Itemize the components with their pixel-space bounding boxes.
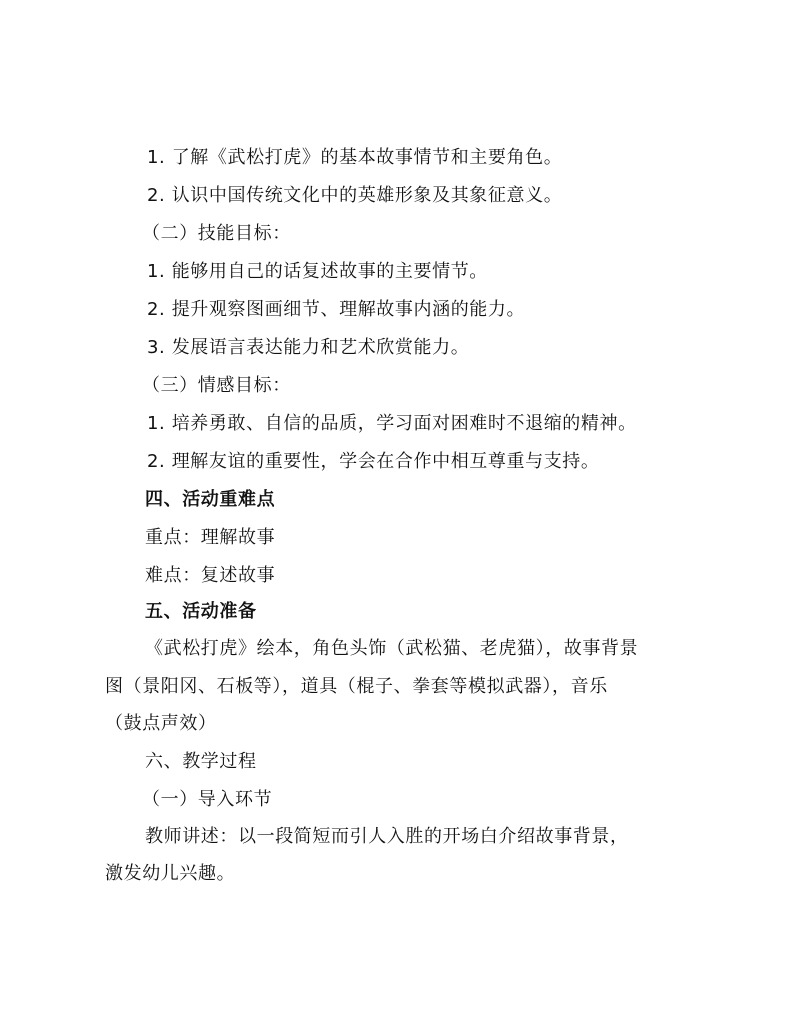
goal-emotion-2: 2. 理解友谊的重要性，学会在合作中相互尊重与支持。 [147, 451, 600, 472]
key-point: 重点：理解故事 [145, 527, 276, 548]
section-emotion-goals: （三）情感目标： [142, 375, 291, 396]
preparation-line-3: （鼓点声效） [105, 713, 217, 734]
goal-emotion-1: 1. 培养勇敢、自信的品质，学习面对困难时不退缩的精神。 [147, 413, 637, 434]
section-teaching-process: 六、教学过程 [145, 751, 257, 772]
goal-knowledge-1: 1. 了解《武松打虎》的基本故事情节和主要角色。 [147, 147, 563, 168]
goal-skill-3: 3. 发展语言表达能力和艺术欣赏能力。 [147, 337, 470, 358]
goal-skill-2: 2. 提升观察图画细节、理解故事内涵的能力。 [147, 299, 526, 320]
section-skill-goals: （二）技能目标： [142, 223, 291, 244]
intro-paragraph-line-1: 教师讲述：以一段简短而引人入胜的开场白介绍故事背景， [145, 826, 629, 847]
difficulty-point: 难点：复述故事 [145, 565, 276, 586]
section-preparation: 五、活动准备 [145, 601, 257, 622]
subsection-introduction: （一）导入环节 [142, 789, 273, 810]
preparation-line-2: 图（景阳冈、石板等），道具（棍子、拳套等模拟武器），音乐 [105, 676, 608, 697]
section-key-difficulties: 四、活动重难点 [145, 489, 276, 510]
goal-knowledge-2: 2. 认识中国传统文化中的英雄形象及其象征意义。 [147, 185, 563, 206]
intro-paragraph-line-2: 激发幼儿兴趣。 [105, 863, 236, 884]
preparation-line-1: 《武松打虎》绘本，角色头饰（武松猫、老虎猫），故事背景 [145, 638, 639, 659]
goal-skill-1: 1. 能够用自己的话复述故事的主要情节。 [147, 261, 488, 282]
